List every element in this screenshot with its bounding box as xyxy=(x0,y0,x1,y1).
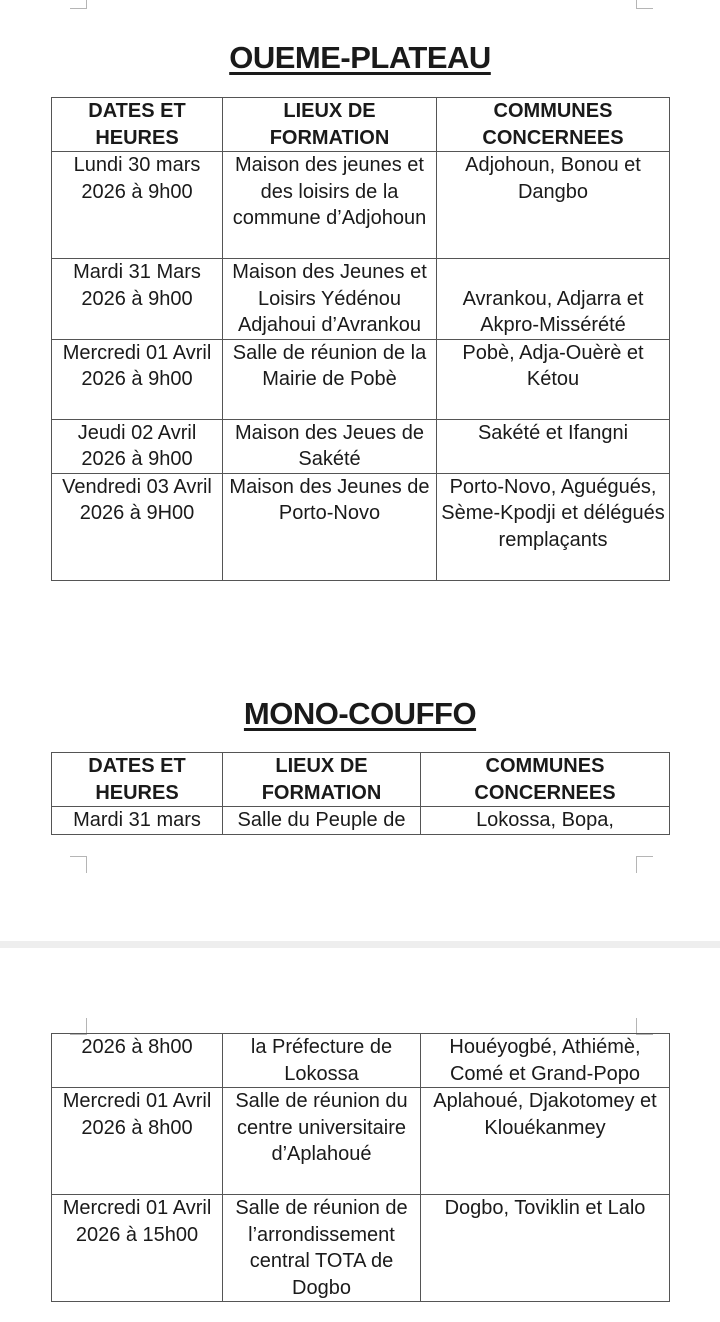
cell-communes: Pobè, Adja-Ouèrè et Kétou xyxy=(437,339,670,419)
page-corner-mark xyxy=(70,0,87,9)
cell-date: 2026 à 8h00 xyxy=(52,1034,223,1088)
cell-communes: Houéyogbé, Athiémè, Comé et Grand-Popo xyxy=(421,1034,670,1088)
page-separator xyxy=(0,941,720,948)
header-lieux: LIEUX DE FORMATION xyxy=(223,98,437,152)
cell-communes: Sakété et Ifangni xyxy=(437,419,670,473)
cell-lieu: Salle de réunion du centre universitaire d’Aplahoué xyxy=(223,1088,421,1195)
cell-date: Lundi 30 mars 2026 à 9h00 xyxy=(52,152,223,259)
cell-lieu: Maison des Jeues de Sakété xyxy=(223,419,437,473)
cell-lieu: Maison des jeunes et des loisirs de la commune d’Adjohoun xyxy=(223,152,437,259)
page-corner-mark xyxy=(636,856,653,873)
cell-date: Mercredi 01 Avril 2026 à 8h00 xyxy=(52,1088,223,1195)
cell-lieu: Salle du Peuple de xyxy=(223,807,421,835)
table-row xyxy=(52,259,670,340)
cell-lieu: Maison des Jeunes et Loisirs Yédénou Adjahoui d’Avrankou xyxy=(223,259,437,340)
table-row xyxy=(52,419,670,473)
header-communes: COMMUNES CONCERNEES xyxy=(421,753,670,807)
cell-communes: Dogbo, Toviklin et Lalo xyxy=(421,1195,670,1302)
header-dates: DATES ET HEURES xyxy=(52,98,223,152)
cell-date: Mardi 31 Mars 2026 à 9h00 xyxy=(52,259,223,340)
table-row xyxy=(52,473,670,580)
schedule-table-mono-couffo-continued xyxy=(51,1033,670,1302)
cell-date: Jeudi 02 Avril 2026 à 9h00 xyxy=(52,419,223,473)
header-dates: DATES ET HEURES xyxy=(52,753,223,807)
cell-communes: Avrankou, Adjarra et Akpro-Missérété xyxy=(437,259,670,340)
table-header-row xyxy=(52,753,670,807)
cell-communes: Adjohoun, Bonou et Dangbo xyxy=(437,152,670,259)
header-lieux: LIEUX DE FORMATION xyxy=(223,753,421,807)
cell-date: Mercredi 01 Avril 2026 à 15h00 xyxy=(52,1195,223,1302)
cell-date: Mercredi 01 Avril 2026 à 9h00 xyxy=(52,339,223,419)
cell-lieu: Salle de réunion de la Mairie de Pobè xyxy=(223,339,437,419)
table-row xyxy=(52,152,670,259)
schedule-table-oueme-plateau xyxy=(51,97,670,581)
section-title-mono-couffo: MONO-COUFFO xyxy=(243,696,477,731)
cell-communes: Lokossa, Bopa, xyxy=(421,807,670,835)
cell-lieu: la Préfecture de Lokossa xyxy=(223,1034,421,1088)
page-corner-mark xyxy=(70,856,87,873)
cell-date: Vendredi 03 Avril 2026 à 9H00 xyxy=(52,473,223,580)
cell-communes: Aplahoué, Djakotomey et Klouékanmey xyxy=(421,1088,670,1195)
table-row xyxy=(52,1034,670,1088)
schedule-table-mono-couffo xyxy=(51,752,670,835)
page-corner-mark xyxy=(636,0,653,9)
section-title-oueme-plateau: OUEME-PLATEAU xyxy=(229,40,491,75)
table-row xyxy=(52,1195,670,1302)
table-row xyxy=(52,1088,670,1195)
cell-communes: Porto-Novo, Aguégués, Sème-Kpodji et délégués remplaçants xyxy=(437,473,670,580)
header-communes: COMMUNES CONCERNEES xyxy=(437,98,670,152)
cell-lieu: Salle de réunion de l’arrondissement central TOTA de Dogbo xyxy=(223,1195,421,1302)
table-row xyxy=(52,339,670,419)
table-header-row xyxy=(52,98,670,152)
table-row xyxy=(52,807,670,835)
cell-date: Mardi 31 mars xyxy=(52,807,223,835)
cell-lieu: Maison des Jeunes de Porto-Novo xyxy=(223,473,437,580)
